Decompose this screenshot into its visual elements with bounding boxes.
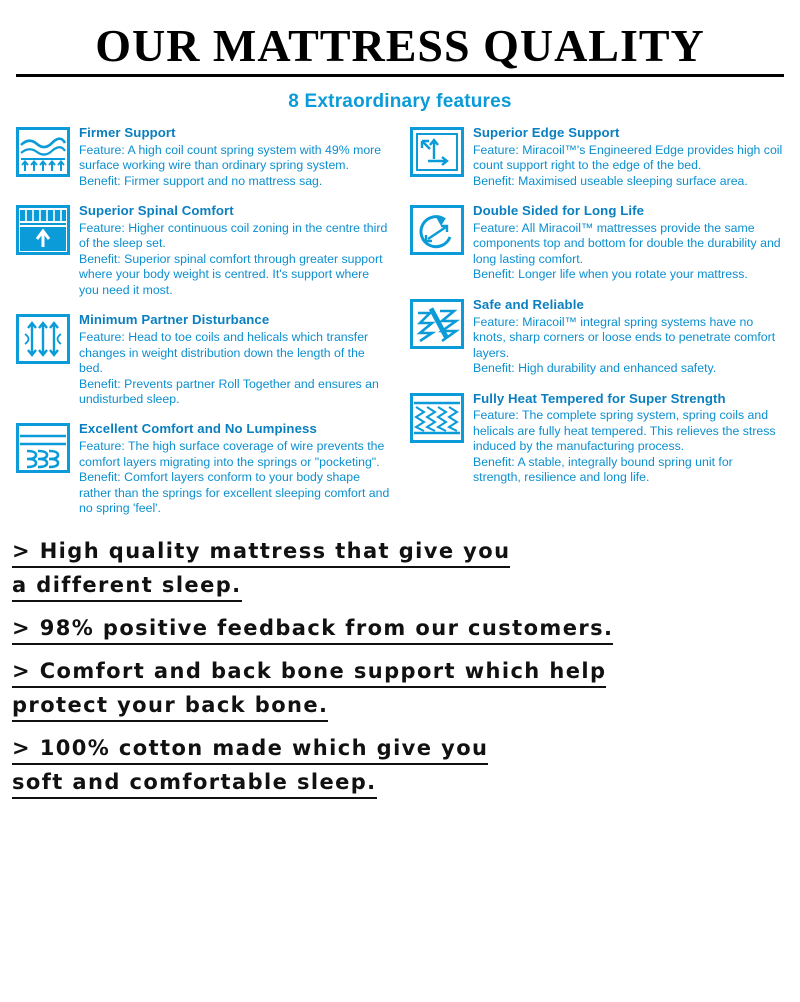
feature-title: Firmer Support	[79, 125, 176, 141]
bullet-line: > High quality mattress that give you	[12, 541, 510, 568]
feature-benefit-line: Benefit: Longer life when you rotate your mattress.	[473, 267, 748, 282]
double-sided-rotate-icon	[410, 205, 464, 255]
feature-item	[16, 312, 390, 407]
bullet-line: soft and comfortable sleep.	[12, 772, 377, 799]
feature-title: Superior Spinal Comfort	[79, 203, 234, 219]
feature-text	[79, 203, 390, 298]
feature-item	[16, 203, 390, 298]
list-item	[12, 735, 788, 799]
feature-feature-line: Feature: The high surface coverage of wire prevents the comfort layers migrating into the springs or "pocketing".	[79, 439, 385, 469]
feature-benefit-line: Benefit: Maximised useable sleeping surface area.	[473, 173, 748, 188]
feature-text	[79, 312, 390, 407]
feature-title: Excellent Comfort and No Lumpiness	[79, 421, 317, 437]
feature-text	[473, 297, 784, 377]
feature-benefit-line: Benefit: High durability and enhanced safety.	[473, 361, 717, 376]
page-title: OUR MATTRESS QUALITY	[16, 22, 784, 77]
features-heading: 8 Extraordinary features	[288, 91, 512, 113]
features-panel	[0, 77, 800, 530]
bullet-line: > Comfort and back bone support which help	[12, 661, 606, 688]
feature-item	[410, 391, 784, 486]
comfort-layers-wire-icon	[16, 423, 70, 473]
feature-item	[410, 297, 784, 377]
feature-benefit-line: Benefit: Superior spinal comfort through greater support where your body weight is centred. It's support where you need it most.	[79, 251, 383, 297]
spinal-zoning-icon	[16, 205, 70, 255]
mattress-coil-support-icon	[16, 127, 70, 177]
bullet-line: > 100% cotton made which give you	[12, 738, 488, 765]
feature-item	[16, 421, 390, 516]
feature-feature-line: Feature: Higher continuous coil zoning in the centre third of the sleep set.	[79, 221, 388, 251]
feature-item	[410, 203, 784, 283]
bullet-line: protect your back bone.	[12, 695, 328, 722]
edge-support-arrows-icon	[410, 127, 464, 177]
feature-feature-line: Feature: All Miracoil™ mattresses provide the same components top and bottom for double the durability and long lasting comfort.	[473, 221, 781, 266]
feature-benefit-line: Benefit: A stable, integrally bound spring unit for strength, resilience and long life.	[473, 454, 733, 485]
feature-benefit-line: Benefit: Comfort layers conform to your body shape rather than the springs for excellent sleeping comfort and no spring 'feel'.	[79, 470, 390, 516]
features-grid	[0, 125, 800, 530]
feature-title: Fully Heat Tempered for Super Strength	[473, 390, 726, 406]
features-column-left	[16, 125, 400, 530]
feature-item	[410, 125, 784, 189]
feature-text	[79, 421, 390, 516]
features-column-right	[400, 125, 784, 530]
feature-feature-line: Feature: The complete spring system, spring coils and helicals are fully heat tempered. This relieves the stress induced by the manufacturing process.	[473, 408, 776, 454]
feature-benefit-line: Benefit: Firmer support and no mattress sag.	[79, 173, 323, 188]
bullet-line: > 98% positive feedback from our customers.	[12, 618, 613, 645]
partner-disturbance-arrows-icon	[16, 314, 70, 364]
feature-feature-line: Feature: Head to toe coils and helicals which transfer changes in weight distribution down the length of the bed.	[79, 330, 369, 376]
feature-title: Safe and Reliable	[473, 296, 584, 312]
list-item	[12, 658, 788, 722]
feature-title: Superior Edge Support	[473, 125, 620, 141]
feature-text	[79, 125, 390, 189]
feature-text	[473, 125, 784, 189]
selling-points-list	[0, 531, 800, 799]
feature-text	[473, 203, 784, 283]
bullet-line: a different sleep.	[12, 575, 242, 602]
feature-title: Minimum Partner Disturbance	[79, 312, 270, 328]
safe-no-knots-icon	[410, 299, 464, 349]
feature-feature-line: Feature: Miracoil™'s Engineered Edge provides high coil count support right to the edge of the bed.	[473, 142, 783, 173]
list-item	[12, 538, 788, 602]
list-item	[12, 615, 788, 645]
feature-feature-line: Feature: Miracoil™ integral spring systems have no knots, sharp corners or loose ends to penetrate comfort layers.	[473, 314, 776, 360]
feature-item	[16, 125, 390, 189]
feature-feature-line: Feature: A high coil count spring system with 49% more surface working wire than ordinary spring system.	[79, 142, 382, 173]
feature-text	[473, 391, 784, 486]
feature-benefit-line: Benefit: Prevents partner Roll Together and ensures an undisturbed sleep.	[79, 376, 379, 406]
heat-tempered-springs-icon	[410, 393, 464, 443]
feature-title: Double Sided for Long Life	[473, 203, 645, 219]
